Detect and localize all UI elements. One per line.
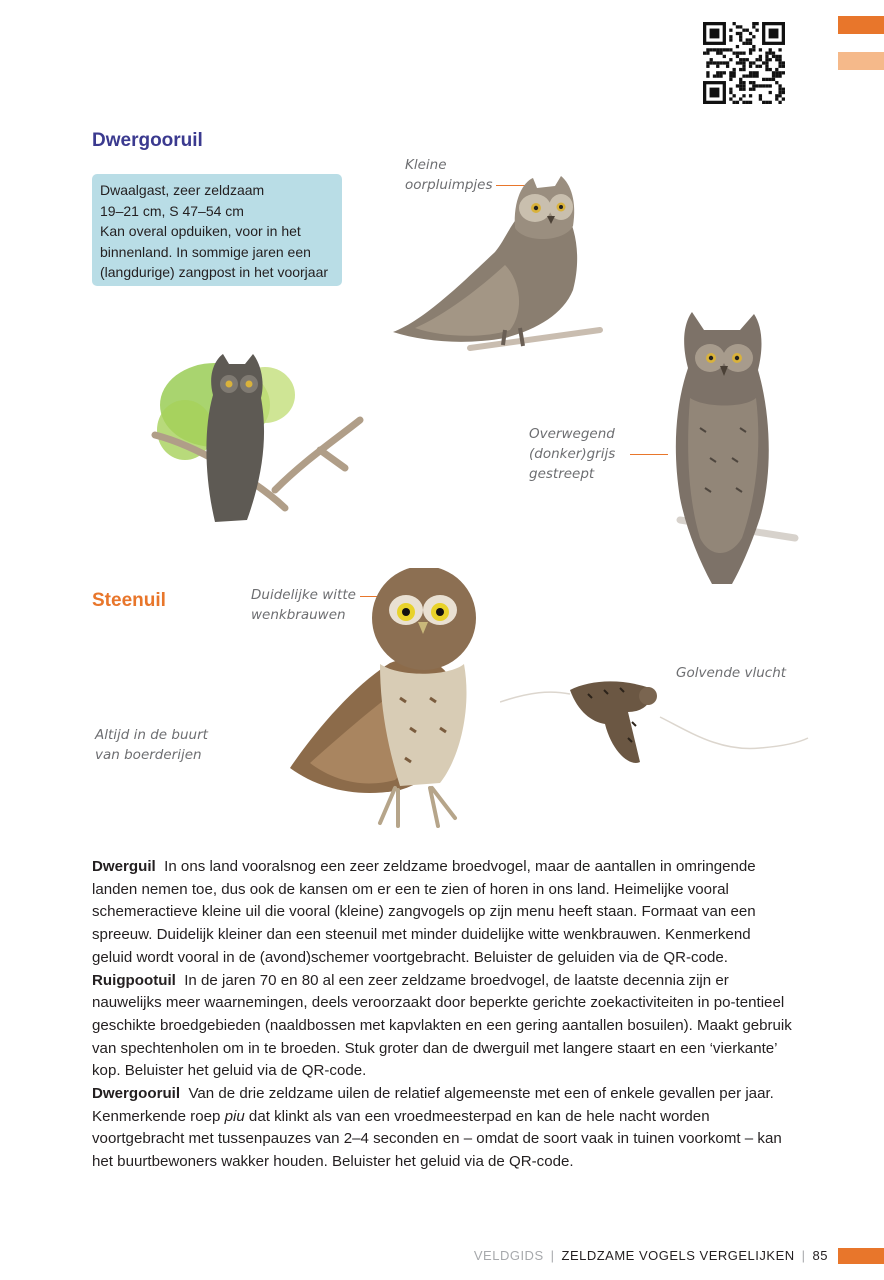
- species-title-dwergooruil: Dwergooruil: [92, 130, 203, 151]
- footer-section: VELDGIDS: [473, 1248, 544, 1263]
- tab-marker-dark: [838, 16, 884, 34]
- annotation-farms: [95, 725, 208, 765]
- annotation-line: wenkbrauwen: [251, 607, 346, 623]
- annotation-line: van boerderijen: [95, 747, 202, 763]
- owl-illustration-front: [650, 308, 800, 588]
- owl-illustration-little-owl: [280, 568, 490, 833]
- footer-tab-marker: [838, 1248, 884, 1264]
- footer-separator: |: [550, 1248, 555, 1263]
- owl-illustration-flight: [500, 672, 810, 772]
- text-line: geluid wordt vooral in de (avond)schemer voortgebracht. Beluister de geluiden via de QR-code.: [92, 948, 728, 966]
- text-line: en een ‘vierkante’ kop. Beluister het geluid via de QR-code.: [92, 1039, 777, 1080]
- qr-code-icon[interactable]: [703, 22, 785, 104]
- text-line: tentieel geschikte broedgebieden (naaldbossen met kapvlakten en een gering aantallen bosuilen).: [92, 994, 785, 1034]
- info-line: binnenland. In sommige jaren een: [100, 243, 311, 260]
- info-line: 19–21 cm, S 47–54 cm: [100, 202, 244, 219]
- body-text: [92, 856, 792, 1174]
- tab-marker-light: [838, 52, 884, 70]
- annotation-line: Kleine: [405, 157, 447, 173]
- annotation-line: Duidelijke witte: [251, 587, 356, 603]
- owl-illustration-on-branch: [145, 350, 365, 530]
- text-line: schemeractieve kleine uil die vooral (kleine) zangvogels op zijn menu heeft staan. Formaat van een: [92, 903, 756, 921]
- text-line: voortgebracht met tussenpauzes van 2–4 seconden en – omdat de soort vaak in tuinen voorkomt –: [92, 1130, 754, 1148]
- info-line: Kan overal opduiken, voor in het: [100, 223, 301, 239]
- paragraph-dwerguil: [92, 856, 792, 970]
- text-line: jaar. Kenmerkende roep: [92, 1085, 774, 1125]
- text-line: dat klinkt als van een vroedmeesterpad en kan de hele nacht worden: [244, 1107, 710, 1125]
- annotation-line: (donker)grijs: [529, 446, 616, 462]
- footer-chapter: ZELDZAME VOGELS VERGELIJKEN: [561, 1248, 795, 1263]
- owl-illustration-perched-side: [385, 170, 610, 360]
- text-line: spreeuw. Duidelijk kleiner dan een steenuil met minder duidelijke witte wenkbrauwen. Kenmerkend: [92, 926, 751, 944]
- text-line: nauwelijks meer waarnemingen, deels veroorzaakt door beperkte gerichte zoekactiviteiten in po-: [92, 994, 736, 1012]
- call-emphasis: piu: [224, 1107, 245, 1125]
- text-line: In ons land vooralsnog een zeer zeldzame broedvogel, maar de aantallen in omringende: [164, 858, 756, 875]
- page-footer: [474, 1248, 828, 1263]
- text-line: In de jaren 70 en 80 al een zeer zeldzame broedvogel, de laatste decennia zijn er: [184, 971, 729, 989]
- text-line: Van de drie zeldzame uilen de relatief algemeenste met een of enkele gevallen per: [188, 1085, 742, 1103]
- info-line: Dwaalgast, zeer zeldzaam: [100, 182, 265, 198]
- paragraph-ruigpootuil: [92, 970, 792, 1084]
- species-infobox: [92, 174, 342, 286]
- annotation-line: Altijd in de buurt: [95, 727, 208, 743]
- annotation-line: oorpluimpjes: [405, 177, 493, 193]
- info-line: (langdurige) zangpost in het voorjaar: [100, 264, 329, 280]
- annotation-grey-striped: [529, 424, 615, 484]
- text-line: landen nemen toe, dus ook de kansen om er een te zien of horen in ons land. Heimelijke vooral: [92, 880, 729, 898]
- footer-separator: |: [801, 1248, 806, 1263]
- paragraph-term: Ruigpootuil: [92, 971, 176, 989]
- species-title-steenuil: Steenuil: [92, 590, 166, 611]
- page-number: 85: [812, 1248, 828, 1263]
- paragraph-term: Dwergooruil: [92, 1085, 181, 1103]
- annotation-wavy-flight: Golvende vlucht: [676, 665, 787, 681]
- annotation-line: gestreept: [529, 466, 595, 482]
- paragraph-term: Dwerguil: [92, 858, 156, 875]
- paragraph-dwergooruil: [92, 1083, 792, 1174]
- text-line: kan het buurtbewoners wakker houden. Beluister het geluid via de QR-code.: [92, 1130, 782, 1171]
- annotation-line: Overwegend: [529, 426, 615, 442]
- text-line: Maakt gebruik van spechtenholen om in te broeden. Stuk groter dan de dwerguil met langere staart: [92, 1016, 792, 1057]
